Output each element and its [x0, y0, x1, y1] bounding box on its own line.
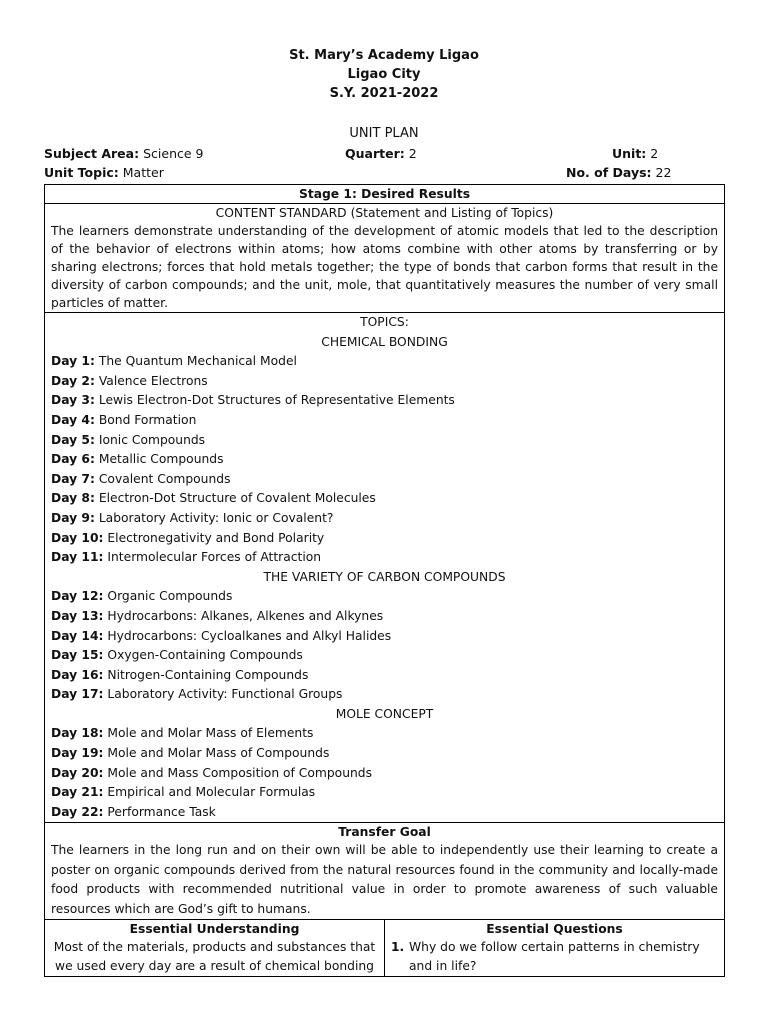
topic-day-label: Day 21: [51, 785, 104, 800]
topics-cell [45, 313, 725, 823]
topic-day-label: Day 22: [51, 804, 104, 819]
topic-section-heading: MOLE CONCEPT [335, 706, 434, 721]
subject-area [44, 145, 203, 163]
unit-topic-label: Unit Topic: [44, 165, 119, 180]
topic-day-item [51, 391, 718, 411]
topic-day-label: Day 12: [51, 589, 104, 604]
topic-day-item [51, 646, 718, 666]
content-standard-heading [51, 204, 718, 222]
topic-section-heading: CHEMICAL BONDING [321, 334, 448, 349]
topic-day-label: Day 11: [51, 550, 104, 565]
topic-day-label: Day 17: [51, 687, 104, 702]
topic-day-label: Day 10: [51, 530, 104, 545]
topic-day-title: Mole and Mass Composition of Compounds [107, 765, 373, 780]
unit-value: 2 [650, 146, 659, 161]
topic-day-title: Valence Electrons [98, 373, 208, 388]
topic-day-label: Day 16: [51, 667, 104, 682]
content-standard-text: The learners demonstrate understanding of the development of atomic models that led to the description of the behavior of electrons within atoms; how atoms combine with other atoms by transferring or by sharing electrons; forces that hold metals together; the type of bonds that carbon forms that result in the diversity of carbon compounds; and the unit, mole, that quantitatively measures the number of very small particles of matter. [51, 224, 719, 310]
topic-day-item [51, 685, 718, 705]
content-standard-cell [45, 204, 725, 313]
topic-day-label: Day 13: [51, 608, 104, 623]
topic-day-label: Day 7: [51, 471, 95, 486]
topic-day-item [51, 509, 718, 529]
topic-day-label: Day 8: [51, 491, 95, 506]
topic-day-item [51, 607, 718, 627]
topic-day-item [51, 666, 718, 686]
topic-day-title: Lewis Electron-Dot Structures of Representative Elements [98, 393, 455, 408]
topic-day-item [51, 352, 718, 372]
unit-topic-value: Matter [122, 165, 164, 180]
topic-day-label: Day 14: [51, 628, 104, 643]
essential-understanding-text: Most of the materials, products and substances that we used every day are a result of chemical bonding [53, 940, 376, 974]
topics-title: TOPICS: [360, 315, 409, 329]
number-of-days [566, 164, 671, 182]
transfer-goal-text: The learners in the long run and on their own will be able to independently use their learning to create a poster on organic compounds derived from the natural resources found in the community and locally-made food products with recommended nutritional value in order to promote awareness of such valuable resources which are God’s gift to humans. [51, 843, 719, 916]
unit-topic [44, 164, 164, 182]
topic-day-title: Mole and Molar Mass of Elements [107, 726, 314, 741]
question-text: Why do we follow certain patterns in chemistry and in life? [409, 940, 700, 974]
topic-day-title: Oxygen-Containing Compounds [107, 648, 303, 663]
document-title: UNIT PLAN [349, 126, 419, 141]
topic-day-title: The Quantum Mechanical Model [98, 354, 297, 369]
topic-day-title: Metallic Compounds [98, 452, 224, 467]
topic-day-title: Nitrogen-Containing Compounds [107, 667, 309, 682]
number-of-days-label: No. of Days: [566, 165, 652, 180]
content-standard-label: CONTENT STANDARD [215, 206, 347, 220]
topic-day-item [51, 744, 718, 764]
topic-day-label: Day 4: [51, 412, 95, 427]
topic-day-item [51, 764, 718, 784]
topic-day-item [51, 450, 718, 470]
topic-day-label: Day 9: [51, 510, 95, 525]
topic-day-title: Ionic Compounds [98, 432, 206, 447]
quarter [345, 145, 417, 163]
topic-day-title: Electronegativity and Bond Polarity [107, 530, 325, 545]
topic-day-title: Electron-Dot Structure of Covalent Molecules [98, 491, 376, 506]
topic-day-title: Empirical and Molecular Formulas [107, 785, 316, 800]
topic-day-title: Hydrocarbons: Cycloalkanes and Alkyl Halides [107, 628, 392, 643]
topic-day-label: Day 6: [51, 452, 95, 467]
topic-day-label: Day 1: [51, 354, 95, 369]
topic-day-title: Covalent Compounds [98, 471, 231, 486]
topic-day-title: Organic Compounds [107, 589, 233, 604]
topic-day-title: Bond Formation [98, 412, 197, 427]
topic-day-title: Intermolecular Forces of Attraction [107, 550, 322, 565]
school-year: S.Y. 2021-2022 [329, 86, 439, 101]
topic-day-title: Laboratory Activity: Functional Groups [107, 687, 343, 702]
subject-area-value: Science 9 [143, 146, 204, 161]
topic-day-title: Hydrocarbons: Alkanes, Alkenes and Alkynes [107, 608, 384, 623]
topic-day-item [51, 470, 718, 490]
quarter-value: 2 [408, 146, 417, 161]
topic-day-item [51, 529, 718, 549]
topic-day-title: Performance Task [107, 804, 216, 819]
number-of-days-value: 22 [655, 165, 672, 180]
unit-number [612, 145, 658, 163]
quarter-label: Quarter: [345, 146, 405, 161]
school-name: St. Mary’s Academy Ligao [289, 48, 479, 63]
topic-day-title: Laboratory Activity: Ionic or Covalent? [98, 510, 334, 525]
essential-questions-list [391, 938, 718, 976]
topic-day-title: Mole and Molar Mass of Compounds [107, 746, 330, 761]
topic-day-label: Day 2: [51, 373, 95, 388]
transfer-goal-cell [45, 823, 725, 920]
essential-question-item [391, 938, 718, 976]
topic-day-label: Day 18: [51, 726, 104, 741]
topics-list [51, 333, 718, 823]
topic-day-item [51, 411, 718, 431]
essential-questions-title: Essential Questions [486, 922, 623, 937]
topic-day-item [51, 548, 718, 568]
topic-section-heading: THE VARIETY OF CARBON COMPOUNDS [263, 569, 506, 584]
topic-day-item [51, 489, 718, 509]
stage1-title: Stage 1: Desired Results [45, 185, 725, 204]
topic-day-label: Day 19: [51, 746, 104, 761]
topic-day-item [51, 431, 718, 451]
transfer-goal-title: Transfer Goal [338, 825, 431, 840]
topic-day-label: Day 3: [51, 393, 95, 408]
topic-day-item [51, 803, 718, 823]
content-standard-note: (Statement and Listing of Topics) [350, 206, 554, 220]
question-number: 1. [391, 940, 405, 955]
essential-understanding-title: Essential Understanding [129, 922, 300, 937]
essential-understanding-cell [45, 920, 385, 977]
topic-day-item [51, 627, 718, 647]
unit-plan-table [44, 184, 725, 977]
topic-day-item [51, 783, 718, 803]
school-city: Ligao City [347, 67, 421, 82]
topic-day-label: Day 15: [51, 648, 104, 663]
topic-day-item [51, 724, 718, 744]
topic-day-item [51, 372, 718, 392]
subject-area-label: Subject Area: [44, 146, 140, 161]
topic-day-item [51, 587, 718, 607]
topic-day-label: Day 20: [51, 765, 104, 780]
topic-day-label: Day 5: [51, 432, 95, 447]
unit-label: Unit: [612, 146, 647, 161]
essential-questions-cell [385, 920, 725, 977]
